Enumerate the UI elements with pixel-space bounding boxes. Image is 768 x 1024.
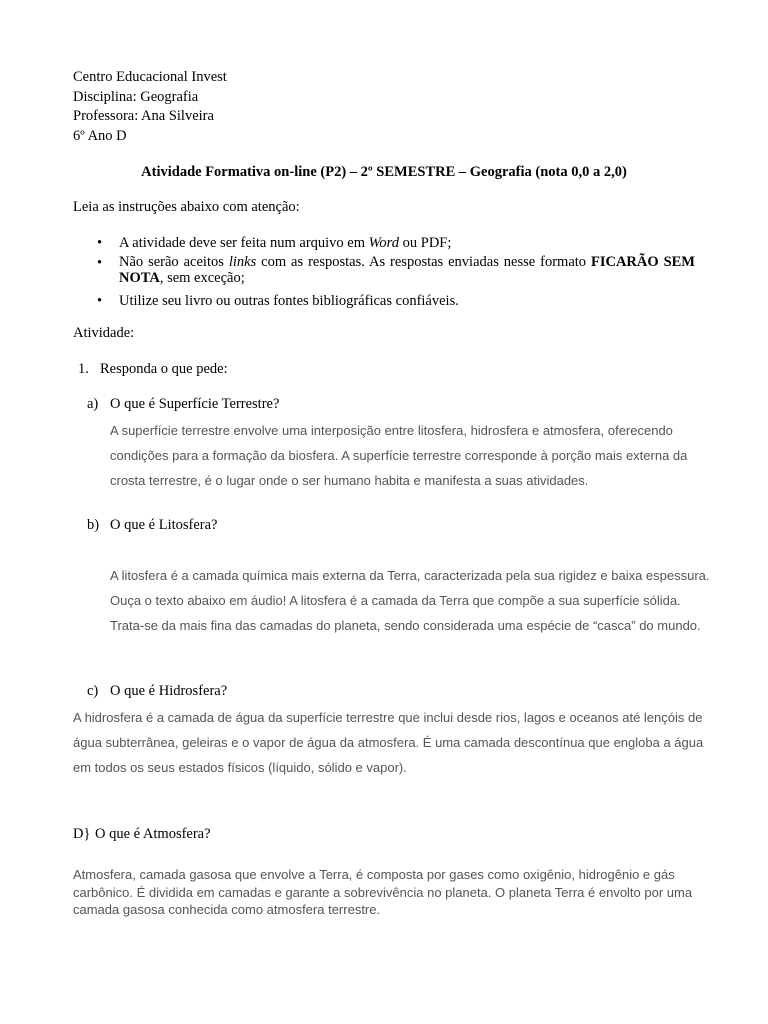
answer-line: carbônico. É dividida em camadas e garante a sobrevivência no planeta. O planeta Terra é envolto por uma — [73, 884, 693, 900]
instructions-intro: Leia as instruções abaixo com atenção: — [73, 199, 300, 215]
answer-line: Ouça o texto abaixo em áudio! A litosfera é a camada da Terra que compõe a sua superfície sólida. — [110, 593, 681, 608]
grade-line: 6º Ano D — [73, 127, 127, 144]
instruction-text: ou PDF; — [399, 235, 452, 251]
instruction-text: A atividade deve ser feita num arquivo em — [119, 235, 369, 251]
item-c-question: O que é Hidrosfera? — [110, 683, 228, 699]
answer-line: em todos os seus estados físicos (líquido, sólido e vapor). — [73, 760, 407, 775]
instruction-emphasis: links — [228, 253, 257, 270]
instruction-warning: NOTA — [119, 270, 160, 286]
answer-line: condições para a formação da biosfera. A superfície terrestre corresponde à porção mais externa da — [110, 448, 688, 463]
answer-line: A superfície terrestre envolve uma interposição entre litosfera, hidrosfera e atmosfera, oferecendo — [110, 423, 673, 438]
answer-line: crosta terrestre, é o lugar onde o ser humano habita e manifesta a suas atividades. — [110, 473, 589, 488]
question-1-number: 1. — [78, 361, 89, 377]
answer-line: A hidrosfera é a camada de água da superfície terrestre que inclui desde rios, lagos e oceanos até lençóis de — [73, 710, 703, 725]
item-c-marker: c) — [87, 683, 99, 699]
instruction-item-sources — [97, 292, 695, 312]
instruction-emphasis: Word — [368, 235, 399, 251]
document-header — [73, 68, 227, 146]
teacher-line: Professora: Ana Silveira — [73, 108, 214, 124]
instruction-text: Não serão aceitos — [119, 253, 229, 270]
activity-title: Atividade Formativa on-line (P2) – 2º SEMESTRE – Geografia (nota 0,0 a 2,0) — [141, 164, 627, 180]
item-b-marker: b) — [87, 517, 100, 533]
bullet-icon: • — [97, 235, 103, 251]
item-a-marker: a) — [87, 396, 99, 412]
item-a-question: O que é Superfície Terrestre? — [110, 396, 280, 412]
item-d-answer — [73, 866, 698, 919]
answer-line: A litosfera é a camada química mais externa da Terra, caracterizada pela sua rigidez e baixa espessura. — [110, 568, 710, 583]
bullet-icon: • — [97, 254, 103, 271]
bullet-icon: • — [97, 292, 103, 309]
item-a-answer — [110, 418, 700, 493]
answer-line: água subterrânea, geleiras e o vapor de água da atmosfera. É uma camada descontínua que engloba a água — [73, 735, 704, 750]
instruction-list — [97, 234, 695, 311]
item-b-answer — [110, 563, 710, 638]
answer-line: Trata-se da mais fina das camadas do planeta, sendo considerada uma espécie de “casca” do mundo. — [110, 618, 701, 633]
item-b-question: O que é Litosfera? — [110, 517, 218, 533]
instruction-item-format — [97, 234, 695, 254]
instruction-item-links — [97, 254, 695, 291]
answer-line: Atmosfera, camada gasosa que envolve a Terra, é composta por gases como oxigênio, hidrogênio e gás — [73, 867, 675, 882]
activity-label: Atividade: — [73, 325, 135, 341]
question-1-text: Responda o que pede: — [100, 361, 228, 377]
answer-line: camada gasosa conhecida como atmosfera terrestre. — [73, 902, 381, 917]
instruction-text: com as respostas. As respostas enviadas nesse formato — [256, 253, 591, 270]
item-d-question: O que é Atmosfera? — [95, 826, 211, 842]
item-c-answer — [73, 705, 704, 780]
instruction-warning: FICARÃO SEM — [590, 253, 695, 270]
discipline-line: Disciplina: Geografia — [73, 88, 199, 105]
instruction-text: , sem exceção; — [159, 270, 245, 286]
instruction-text: Utilize seu livro ou outras fontes bibliográficas confiáveis. — [119, 292, 459, 309]
item-d-marker: D} — [73, 826, 91, 842]
school-name: Centro Educacional Invest — [73, 69, 227, 85]
